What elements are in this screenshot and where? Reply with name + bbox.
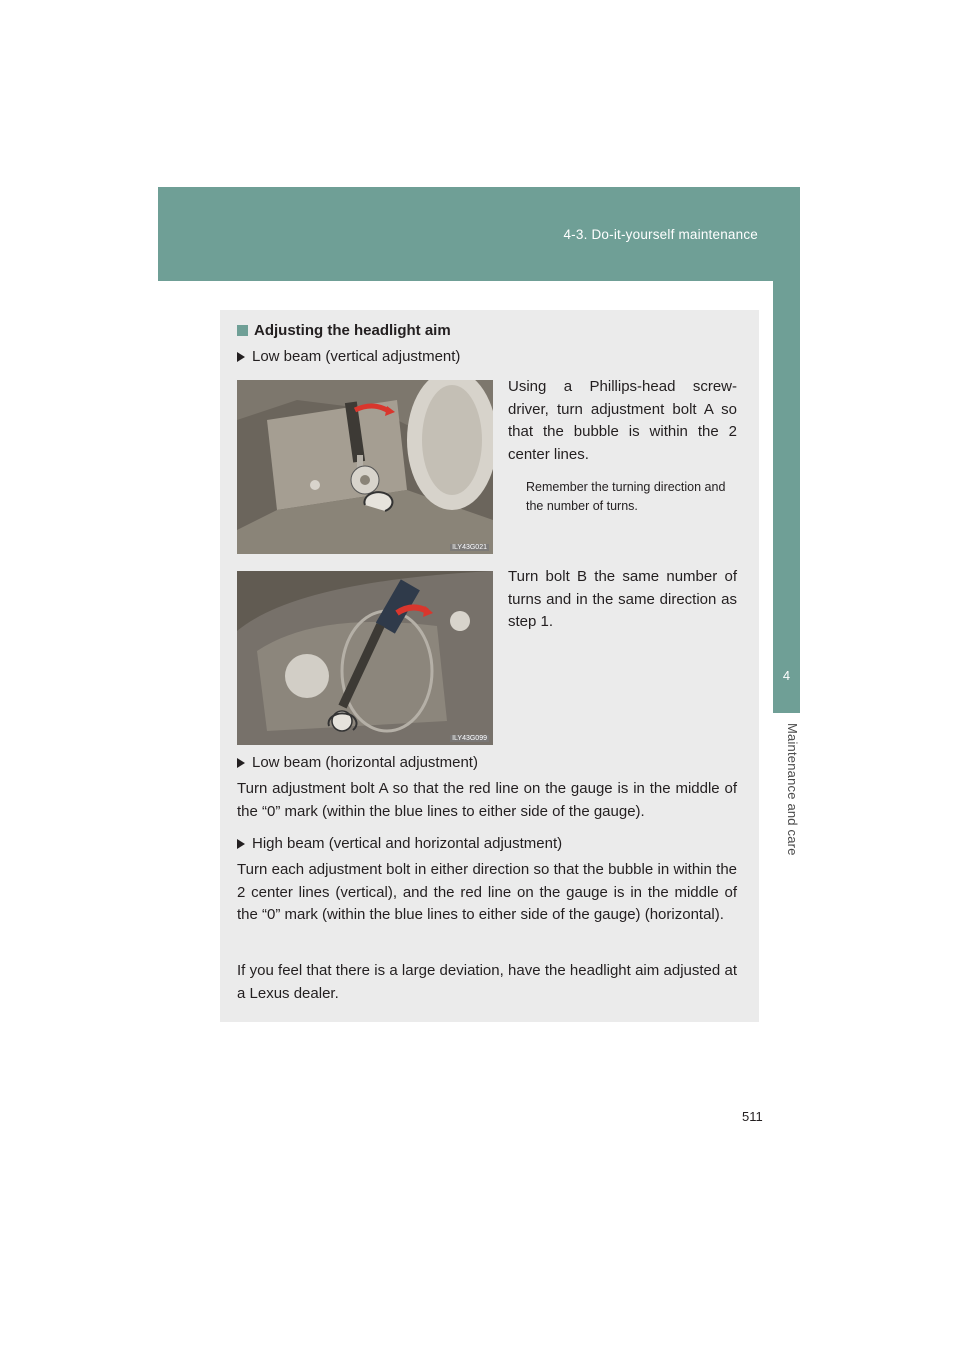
content-box	[220, 310, 759, 1022]
arrow-bullet-icon	[237, 839, 245, 849]
headlight-illustration-1	[237, 380, 493, 554]
high-beam-text: Turn each adjustment bolt in either direction so that the bubble in within the 2 center lines (vertical), and the red line on the gauge is in the middle of the “0” mark (within the blue lines to either side of the gauge) (horizontal).	[237, 861, 737, 923]
header-band	[158, 187, 800, 281]
figure-adjustment-bolt-b	[237, 571, 493, 745]
low-beam-vertical-label: Low beam (vertical adjustment)	[237, 348, 460, 365]
figure-code: ILY43G099	[452, 735, 487, 742]
high-beam-label: High beam (vertical and horizontal adjustment)	[237, 835, 562, 852]
figure-code: ILY43G021	[452, 544, 487, 551]
step1-note: Remember the turning direction and the number of turns.	[526, 480, 726, 513]
page-number: 511	[742, 1109, 763, 1124]
low-beam-horizontal-label: Low beam (horizontal adjustment)	[237, 754, 478, 771]
closing-text: If you feel that there is a large deviation, have the headlight aim adjusted at a Lexus dealer.	[237, 962, 737, 1002]
square-bullet-icon	[237, 325, 248, 336]
step2-text: Turn bolt B the same number of turns and in the same direction as step 1.	[508, 568, 737, 630]
chapter-number: 4	[782, 667, 791, 683]
arrow-bullet-icon	[237, 758, 245, 768]
low-beam-horizontal-text: Turn adjustment bolt A so that the red line on the gauge is in the middle of the “0” mark (within the blue lines to either side of the gauge).	[237, 780, 737, 820]
arrow-bullet-icon	[237, 352, 245, 362]
heading-text: Adjusting the headlight aim	[254, 322, 451, 339]
step1-text: Using a Phillips-head screw-driver, turn adjustment bolt A so that the bubble is within the 2 center lines.	[508, 378, 737, 463]
section-heading	[237, 322, 451, 339]
section-title: 4-3. Do-it-yourself maintenance	[563, 227, 758, 242]
figure-adjustment-bolt-a	[237, 380, 493, 554]
chapter-label: Maintenance and care	[785, 723, 800, 856]
headlight-illustration-2	[237, 571, 493, 745]
